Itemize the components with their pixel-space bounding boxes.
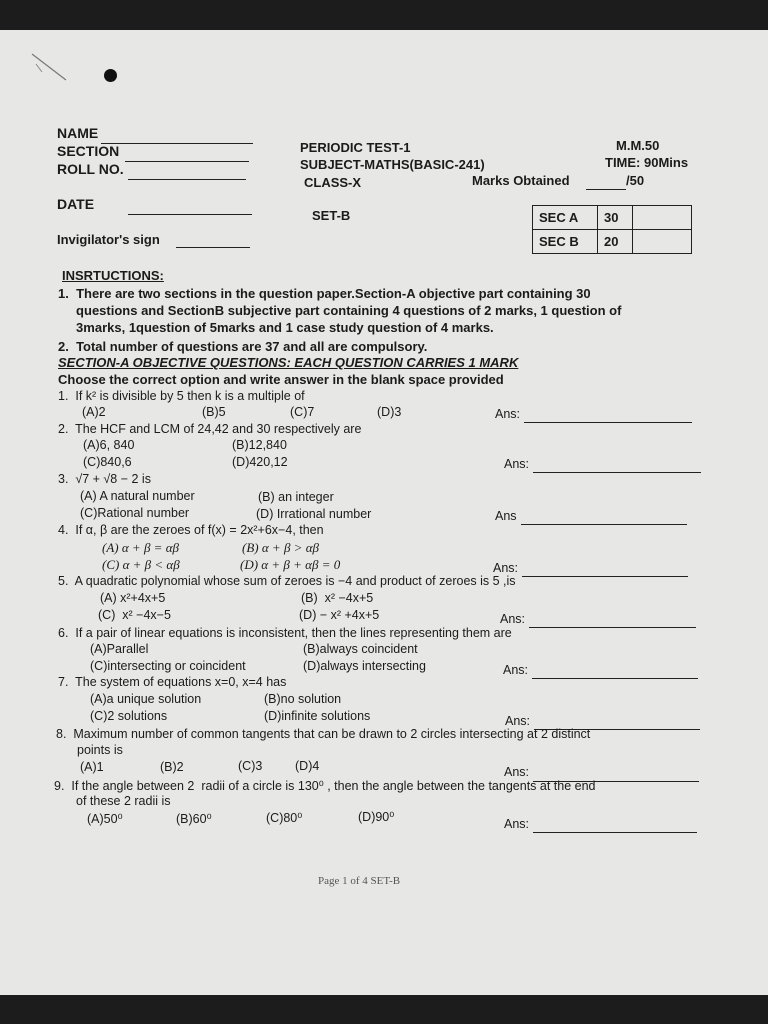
question-text-continued: of these 2 radii is [76, 794, 171, 808]
section-marks-table [532, 205, 692, 254]
instruction-line: 3marks, 1question of 5marks and 1 case study question of 4 marks. [58, 320, 494, 335]
option: (D)4 [295, 759, 320, 773]
marks-obtained-blank[interactable] [586, 189, 626, 190]
instruction-line: 1. There are two sections in the question paper.Section-A objective part containing 30 [58, 286, 591, 301]
option: (C)intersecting or coincident [90, 659, 246, 673]
section-cell: SEC B [533, 230, 598, 254]
option: (C) x² −4x−5 [98, 608, 171, 622]
page-footer: Page 1 of 4 SET-B [318, 875, 401, 887]
option: (D)420,12 [232, 455, 288, 469]
date-label: DATE [57, 196, 95, 212]
exam-paper [0, 30, 768, 995]
section-label: SECTION [57, 143, 120, 159]
option: (D)always intersecting [303, 659, 426, 673]
option: (B)12,840 [232, 438, 287, 452]
question-text: 4. If α, β are the zeroes of f(x) = 2x²+6x−4, then [58, 523, 324, 537]
option: (A)a unique solution [90, 692, 202, 706]
question-text: 9. If the angle between 2 radii of a circle is 130⁰ , then the angle between the tangents at the end [54, 779, 596, 793]
option: (A)Parallel [90, 642, 149, 656]
name-blank[interactable] [101, 143, 253, 144]
option: (D)90⁰ [358, 810, 395, 824]
option: (C)7 [290, 405, 315, 419]
obtained-cell[interactable] [633, 230, 692, 254]
option: (C)80⁰ [266, 811, 303, 825]
question-text: 2. The HCF and LCM of 24,42 and 30 respectively are [58, 422, 362, 436]
option: (C)840,6 [83, 455, 132, 469]
option: (B)always coincident [303, 642, 418, 656]
answer-label: Ans: [505, 714, 531, 728]
answer-blank[interactable] [529, 627, 696, 628]
option: (A)2 [82, 405, 106, 419]
answer-blank[interactable] [522, 576, 688, 577]
option: (C)2 solutions [90, 709, 168, 723]
answer-label: Ans: [495, 407, 521, 421]
instruction-line: questions and SectionB subjective part containing 4 questions of 2 marks, 1 question of [58, 303, 622, 318]
option: (A) A natural number [80, 489, 195, 503]
question-text: 3. √7 + √8 − 2 is [58, 472, 151, 486]
section-a-subheading: Choose the correct option and write answer in the blank space provided [58, 372, 504, 387]
question-text: 6. If a pair of linear equations is inconsistent, then the lines representing them are [58, 626, 512, 640]
question-text: 7. The system of equations x=0, x=4 has [58, 675, 287, 689]
marks-obtained-label: Marks Obtained [472, 173, 570, 188]
max-marks: M.M.50 [616, 138, 660, 153]
answer-label: Ans: [504, 765, 530, 779]
test-title: PERIODIC TEST-1 [300, 140, 411, 155]
answer-label: Ans: [504, 817, 530, 831]
option: (B)2 [160, 760, 184, 774]
option: (D) Irrational number [256, 507, 372, 521]
option: (D) − x² +4x+5 [299, 608, 380, 622]
answer-label: Ans: [500, 612, 526, 626]
date-blank[interactable] [128, 214, 252, 215]
class: CLASS-X [304, 175, 362, 190]
option: (A)1 [80, 760, 104, 774]
answer-blank[interactable] [524, 422, 692, 423]
punch-hole [104, 69, 117, 82]
answer-label: Ans: [504, 457, 530, 471]
option: (C)Rational number [80, 506, 190, 520]
invigilator-label: Invigilator's sign [57, 232, 160, 247]
option: (A) x²+4x+5 [100, 591, 166, 605]
option: (B) α + β > αβ [242, 540, 319, 555]
question-text: 5. A quadratic polynomial whose sum of zeroes is −4 and product of zeroes is 5 ,is [58, 574, 516, 588]
option: (B) an integer [258, 490, 334, 504]
subject: SUBJECT-MATHS(BASIC-241) [300, 157, 485, 172]
option: (A) α + β = αβ [102, 540, 179, 555]
roll-no-label: ROLL NO. [57, 161, 124, 177]
answer-blank[interactable] [532, 678, 698, 679]
question-text: 8. Maximum number of common tangents that can be drawn to 2 circles intersecting at 2 distinct [56, 727, 591, 741]
question-text: 1. If k² is divisible by 5 then k is a multiple of [58, 389, 305, 403]
section-blank[interactable] [125, 161, 249, 162]
name-label: NAME [57, 125, 99, 141]
answer-label: Ans: [503, 663, 529, 677]
instructions-heading: INSRTUCTIONS: [62, 268, 164, 283]
option: (C) α + β < αβ [102, 557, 180, 572]
section-cell: SEC A [533, 206, 598, 230]
section-a-heading: SECTION-A OBJECTIVE QUESTIONS: EACH QUESTION CARRIES 1 MARK [58, 355, 519, 370]
question-text-continued: points is [77, 743, 123, 757]
time: TIME: 90Mins [605, 155, 689, 170]
answer-blank[interactable] [533, 832, 697, 833]
answer-blank[interactable] [533, 472, 701, 473]
option: (B)60⁰ [176, 812, 212, 826]
table-row [533, 206, 692, 230]
roll-no-blank[interactable] [128, 179, 246, 180]
answer-blank[interactable] [521, 524, 687, 525]
invigilator-blank[interactable] [176, 247, 250, 248]
answer-label: Ans [495, 509, 517, 523]
set-label: SET-B [312, 208, 351, 223]
marks-cell: 20 [598, 230, 633, 254]
option: (A)50⁰ [87, 812, 123, 826]
option: (D) α + β + αβ = 0 [240, 557, 341, 572]
option: (B)5 [202, 405, 226, 419]
obtained-cell[interactable] [633, 206, 692, 230]
option: (A)6, 840 [83, 438, 135, 452]
pencil-mark [28, 50, 78, 90]
option: (D)3 [377, 405, 402, 419]
table-row [533, 230, 692, 254]
option: (C)3 [238, 759, 263, 773]
marks-obtained-total: /50 [626, 173, 645, 188]
option: (D)infinite solutions [264, 709, 371, 723]
option: (B) x² −4x+5 [301, 591, 374, 605]
answer-label: Ans: [493, 561, 519, 575]
option: (B)no solution [264, 692, 342, 706]
marks-cell: 30 [598, 206, 633, 230]
instruction-line: 2. Total number of questions are 37 and all are compulsory. [58, 339, 428, 354]
